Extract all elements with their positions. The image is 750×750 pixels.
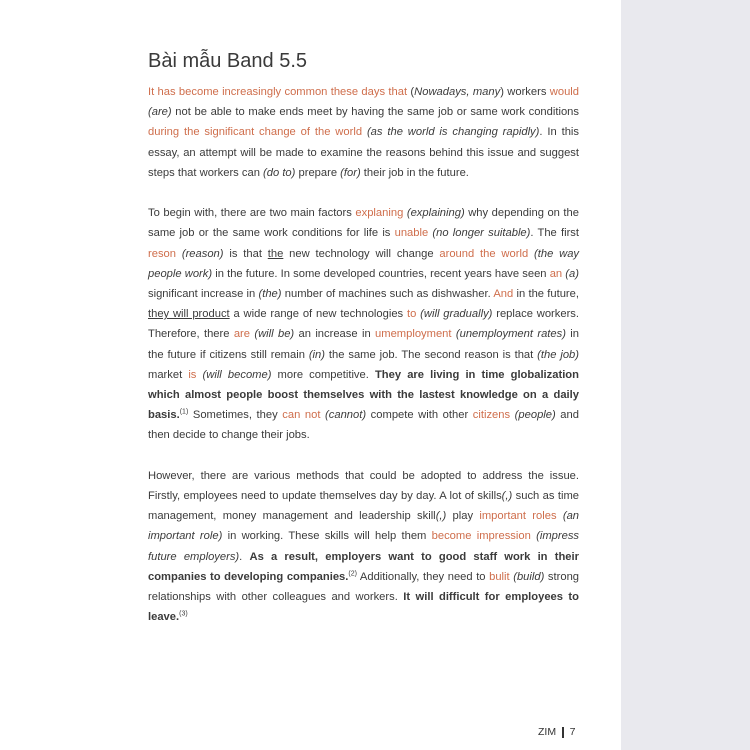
text-segment: more competitive. bbox=[271, 368, 375, 381]
correction-text: (a) bbox=[565, 267, 579, 280]
correction-text: (the) bbox=[258, 288, 282, 301]
correction-text: (cannot) bbox=[325, 409, 367, 422]
text-segment: ( bbox=[407, 86, 415, 98]
essay-paragraph bbox=[148, 203, 579, 445]
text-segment: prepare bbox=[295, 166, 341, 179]
text-segment: in the future if citizens still remain bbox=[148, 328, 580, 361]
correction-text: (explaining) bbox=[406, 207, 465, 220]
essay-body bbox=[148, 82, 579, 648]
bold-text: It will difficult for employees to leave. bbox=[148, 591, 579, 624]
text-segment: . The first bbox=[530, 227, 579, 240]
error-text: an bbox=[549, 267, 563, 280]
underlined-text: the bbox=[267, 247, 284, 260]
correction-text: (will become) bbox=[202, 368, 272, 381]
page-title: Bài mẫu Band 5.5 bbox=[148, 50, 307, 72]
error-text: to bbox=[406, 308, 417, 321]
correction-text: (people) bbox=[514, 409, 556, 422]
error-text: unable bbox=[394, 227, 429, 240]
correction-text: (impress future employers) bbox=[148, 530, 580, 563]
underlined-text: they will product bbox=[148, 308, 230, 321]
footer-divider bbox=[562, 727, 564, 738]
text-segment: compete with other bbox=[366, 409, 473, 422]
correction-text: (the job) bbox=[537, 348, 579, 361]
text-segment: replace workers. Therefore, there bbox=[148, 308, 580, 341]
error-text: is bbox=[188, 368, 197, 381]
correction-text: (as the world is changing rapidly) bbox=[366, 126, 540, 139]
text-segment: is that bbox=[223, 247, 268, 260]
text-segment: strong relationships with other colleagues and workers. bbox=[148, 570, 580, 604]
correction-text: (in) bbox=[308, 348, 325, 361]
text-segment: Sometimes, they bbox=[188, 409, 283, 422]
text-segment: why depending on the same job or the same work conditions for life is bbox=[148, 207, 579, 240]
text-segment: the same job. The second reason is that bbox=[325, 348, 538, 361]
error-text: around the world bbox=[439, 247, 529, 260]
error-text: explaning bbox=[355, 207, 404, 220]
footnote-marker: (2) bbox=[348, 570, 357, 578]
text-segment: . In this essay, an attempt will be made to examine the reasons behind this issue and suggest steps that workers can bbox=[148, 126, 579, 179]
correction-text: (are) bbox=[148, 106, 172, 119]
page-number: 7 bbox=[569, 726, 576, 738]
error-text: umemployment bbox=[375, 328, 452, 341]
footnote-marker: (3) bbox=[179, 610, 188, 618]
footnote-marker: (1) bbox=[179, 408, 189, 416]
error-text: reson bbox=[148, 247, 176, 260]
correction-text: (for) bbox=[340, 166, 361, 179]
text-segment: not be able to make ends meet by having the same job or same work conditions bbox=[171, 106, 579, 119]
text-segment: new technology will change bbox=[283, 247, 440, 260]
text-segment: To begin with, there are two main factors bbox=[148, 207, 356, 220]
error-text: citizens bbox=[472, 409, 511, 422]
page-edge-strip bbox=[621, 0, 750, 750]
correction-text: (,) bbox=[501, 490, 513, 503]
error-text: during the significant change of the world bbox=[148, 126, 363, 139]
error-text: become impression bbox=[431, 530, 531, 543]
error-text: would bbox=[549, 86, 580, 98]
error-text: And bbox=[493, 288, 514, 301]
text-segment: in working. These skills will help them bbox=[222, 530, 432, 543]
correction-text: (will be) bbox=[254, 328, 295, 341]
text-segment: their job in the future. bbox=[360, 166, 469, 179]
correction-text: (no longer suitable) bbox=[432, 227, 531, 240]
correction-text: (do to) bbox=[263, 166, 296, 179]
text-segment: in the future, bbox=[513, 288, 579, 301]
text-segment: significant increase in bbox=[148, 288, 259, 301]
bold-text: As a result, employers want to good staff work in their companies to developing companies. bbox=[148, 550, 579, 583]
correction-text: (will gradually) bbox=[420, 308, 493, 321]
essay-paragraph bbox=[148, 82, 579, 183]
text-segment: market bbox=[148, 368, 189, 381]
bold-text: They are living in time globalization which almost people boost themselves with the lastest knowledge on a daily basis. bbox=[148, 368, 579, 422]
error-text: can not bbox=[282, 409, 321, 422]
error-text: are bbox=[233, 328, 250, 341]
correction-text: (build) bbox=[513, 570, 545, 583]
correction-text: (reason) bbox=[181, 247, 224, 260]
correction-text: Nowadays, many bbox=[414, 86, 501, 98]
text-segment: Additionally, they need to bbox=[356, 570, 490, 583]
correction-text: (,) bbox=[435, 510, 447, 523]
correction-text: (an important role) bbox=[148, 510, 580, 543]
correction-text: (unemployment rates) bbox=[455, 328, 566, 341]
error-text: important roles bbox=[479, 510, 557, 523]
error-text: It has become increasingly common these days that bbox=[148, 86, 408, 98]
text-segment: a wide range of new technologies bbox=[229, 308, 407, 321]
text-segment: play bbox=[446, 510, 480, 523]
text-segment: However, there are various methods that could be adopted to address the issue. Firstly, employees need to update themselves day by day. A lot of skills bbox=[148, 469, 579, 503]
page-footer bbox=[538, 726, 575, 738]
text-segment: in the future. In some developed countries, recent years have seen bbox=[212, 267, 550, 280]
text-segment: ) workers bbox=[500, 86, 550, 98]
text-segment: number of machines such as dishwasher. bbox=[281, 288, 494, 301]
text-segment: such as time management, money management and leadership skill bbox=[148, 490, 579, 523]
essay-paragraph bbox=[148, 466, 579, 628]
text-segment: an increase in bbox=[294, 328, 376, 341]
error-text: bulit bbox=[489, 570, 510, 583]
text-segment: . bbox=[239, 550, 250, 563]
footer-brand: ZIM bbox=[538, 726, 557, 738]
text-segment: and then decide to change their jobs. bbox=[148, 409, 579, 442]
correction-text: (the way people work) bbox=[148, 247, 580, 280]
